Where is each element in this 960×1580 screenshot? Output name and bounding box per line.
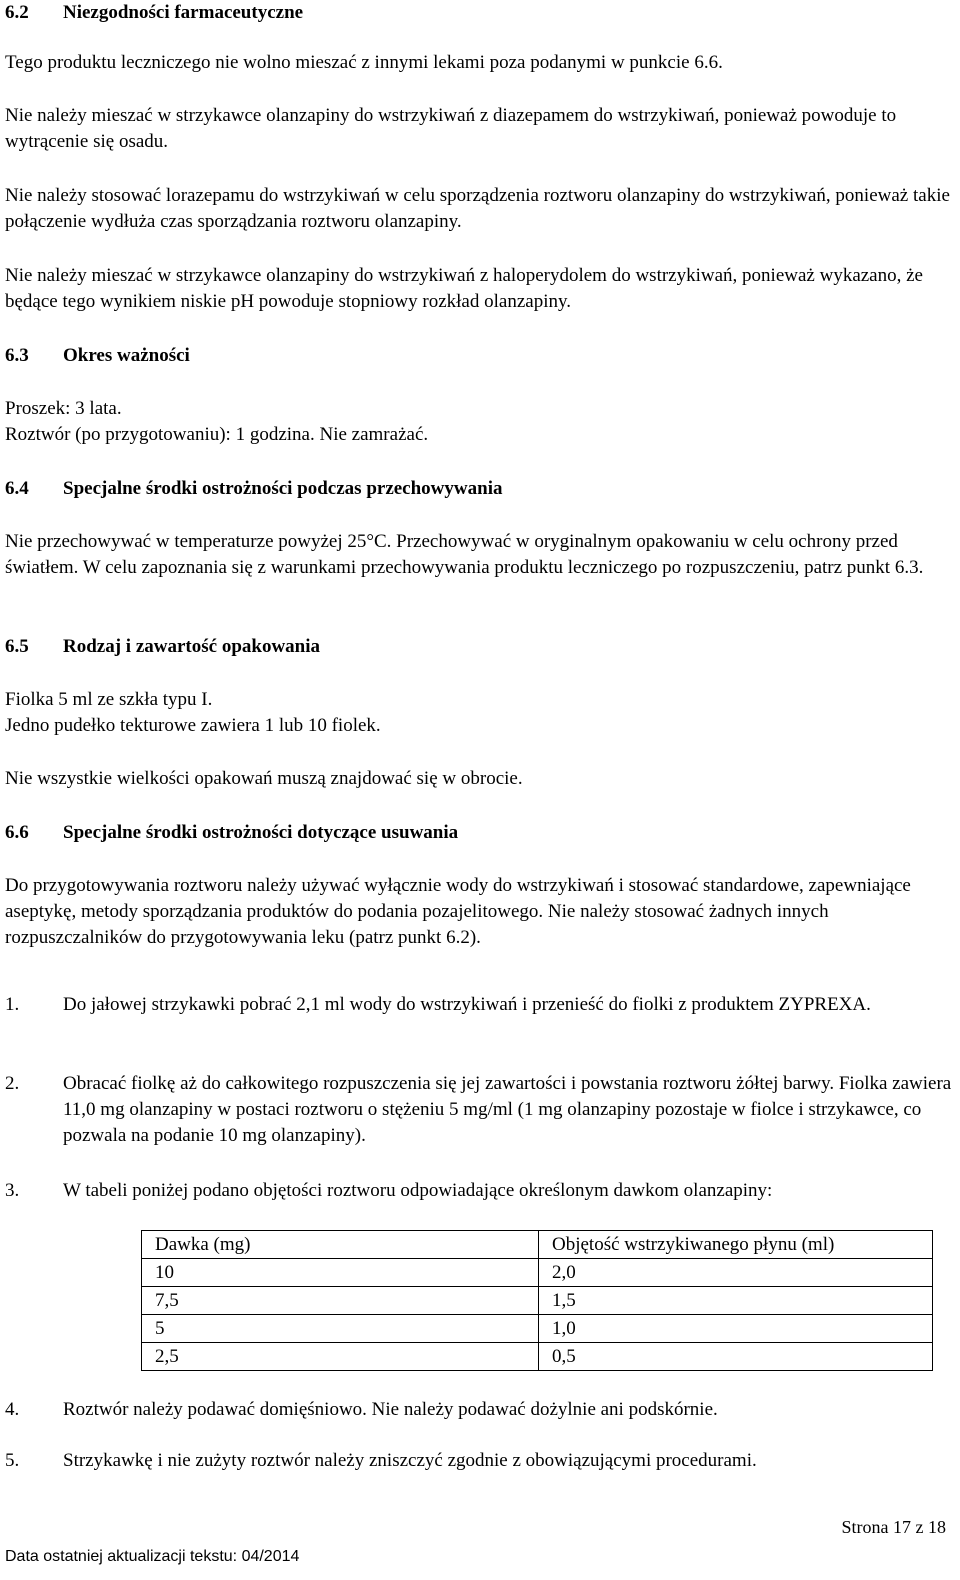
list-item-text: W tabeli poniżej podano objętości roztworu odpowiadające określonym dawkom olanzapiny: xyxy=(63,1180,773,1201)
list-item-number: 3. xyxy=(5,1180,20,1201)
list-item-text: Roztwór należy podawać domięśniowo. Nie należy podawać dożylnie ani podskórnie. xyxy=(63,1399,718,1420)
dose-volume-table xyxy=(141,1230,933,1371)
list-item xyxy=(5,1397,953,1423)
table-row xyxy=(142,1315,933,1343)
list-item-number: 5. xyxy=(5,1450,20,1471)
list-item-number: 2. xyxy=(5,1073,20,1094)
table-header-cell: Dawka (mg) xyxy=(142,1231,539,1259)
document-page xyxy=(5,0,953,1580)
list-item-number: 4. xyxy=(5,1399,20,1420)
list-item-text: Obracać fiolkę aż do całkowitego rozpuszczenia się jej zawartości i powstania roztworu żółtej barwy. Fiolka zawiera 11,0 mg olanzapiny w postaci roztworu o stężeniu 5 mg/ml (1 mg olanzapiny pozostaje w fiolce i strzykawce, co pozwala na podanie 10 mg olanzapiny). xyxy=(63,1073,952,1146)
list-item xyxy=(5,1071,953,1149)
paragraph: Nie należy mieszać w strzykawce olanzapiny do wstrzykiwań z haloperydolem do wstrzykiwań, ponieważ wykazano, że będące tego wynikiem niskie pH powoduje stopniowy rozkład olanzapiny. xyxy=(5,265,923,312)
section-title: Okres ważności xyxy=(63,345,190,366)
text-line: Proszek: 3 lata. xyxy=(5,398,122,419)
table-cell: 10 xyxy=(142,1259,539,1287)
table-header-cell: Objętość wstrzykiwanego płynu (ml) xyxy=(539,1231,933,1259)
section-number: 6.3 xyxy=(5,345,29,366)
table-cell: 2,0 xyxy=(539,1259,933,1287)
section-title: Specjalne środki ostrożności dotyczące usuwania xyxy=(63,822,459,843)
section-title: Niezgodności farmaceutyczne xyxy=(63,2,304,23)
list-item-text: Do jałowej strzykawki pobrać 2,1 ml wody do wstrzykiwań i przenieść do fiolki z produktem ZYPREXA. xyxy=(63,994,871,1015)
table-cell: 1,0 xyxy=(539,1315,933,1343)
table-row xyxy=(142,1287,933,1315)
section-heading-6-3 xyxy=(5,343,953,369)
table-cell: 7,5 xyxy=(142,1287,539,1315)
section-number: 6.5 xyxy=(5,636,29,657)
section-number: 6.6 xyxy=(5,822,29,843)
list-item xyxy=(5,992,953,1018)
paragraph: Tego produktu leczniczego nie wolno mieszać z innymi lekami poza podanymi w punkcie 6.6. xyxy=(5,52,723,73)
list-item-number: 1. xyxy=(5,994,20,1015)
text-line: Jedno pudełko tekturowe zawiera 1 lub 10 fiolek. xyxy=(5,715,381,736)
text-line: Nie wszystkie wielkości opakowań muszą znajdować się w obrocie. xyxy=(5,768,523,789)
section-heading-6-5 xyxy=(5,634,953,660)
section-number: 6.4 xyxy=(5,478,29,499)
table-header-row xyxy=(142,1231,933,1259)
paragraph: Nie należy mieszać w strzykawce olanzapiny do wstrzykiwań z diazepamem do wstrzykiwań, ponieważ powoduje to wytrącenie się osadu. xyxy=(5,105,897,152)
section-title: Rodzaj i zawartość opakowania xyxy=(63,636,321,657)
paragraph: Do przygotowywania roztworu należy używać wyłącznie wody do wstrzykiwań i stosować standardowe, zapewniające aseptykę, metody sporządzania produktów do podania pozajelitowego. Nie należy stosować żadnych innych rozpuszczalników do przygotowywania leku (patrz punkt 6.2). xyxy=(5,875,911,948)
text-line: Fiolka 5 ml ze szkła typu I. xyxy=(5,689,213,710)
last-update-date: Data ostatniej aktualizacji tekstu: 04/2014 xyxy=(5,1548,300,1565)
table-cell: 1,5 xyxy=(539,1287,933,1315)
paragraph: Nie należy stosować lorazepamu do wstrzykiwań w celu sporządzenia roztworu olanzapiny do wstrzykiwań, ponieważ takie połączenie wydłuża czas sporządzania roztworu olanzapiny. xyxy=(5,185,950,232)
section-title: Specjalne środki ostrożności podczas przechowywania xyxy=(63,478,503,499)
table-row xyxy=(142,1259,933,1287)
list-item xyxy=(5,1448,953,1474)
list-item-text: Strzykawkę i nie zużyty roztwór należy zniszczyć zgodnie z obowiązującymi procedurami. xyxy=(63,1450,757,1471)
section-heading-6-4 xyxy=(5,476,953,502)
section-heading-6-2 xyxy=(5,0,953,26)
section-number: 6.2 xyxy=(5,2,29,23)
table-cell: 5 xyxy=(142,1315,539,1343)
page-number: Strona 17 z 18 xyxy=(841,1517,946,1537)
paragraph: Nie przechowywać w temperaturze powyżej 25°C. Przechowywać w oryginalnym opakowaniu w celu ochrony przed światłem. W celu zapoznania się z warunkami przechowywania produktu leczniczego po rozpuszczeniu, patrz punkt 6.3. xyxy=(5,531,924,578)
text-line: Roztwór (po przygotowaniu): 1 godzina. Nie zamrażać. xyxy=(5,424,429,445)
list-item xyxy=(5,1178,953,1204)
table-cell: 0,5 xyxy=(539,1343,933,1371)
table-row xyxy=(142,1343,933,1371)
table-cell: 2,5 xyxy=(142,1343,539,1371)
section-heading-6-6 xyxy=(5,820,953,846)
